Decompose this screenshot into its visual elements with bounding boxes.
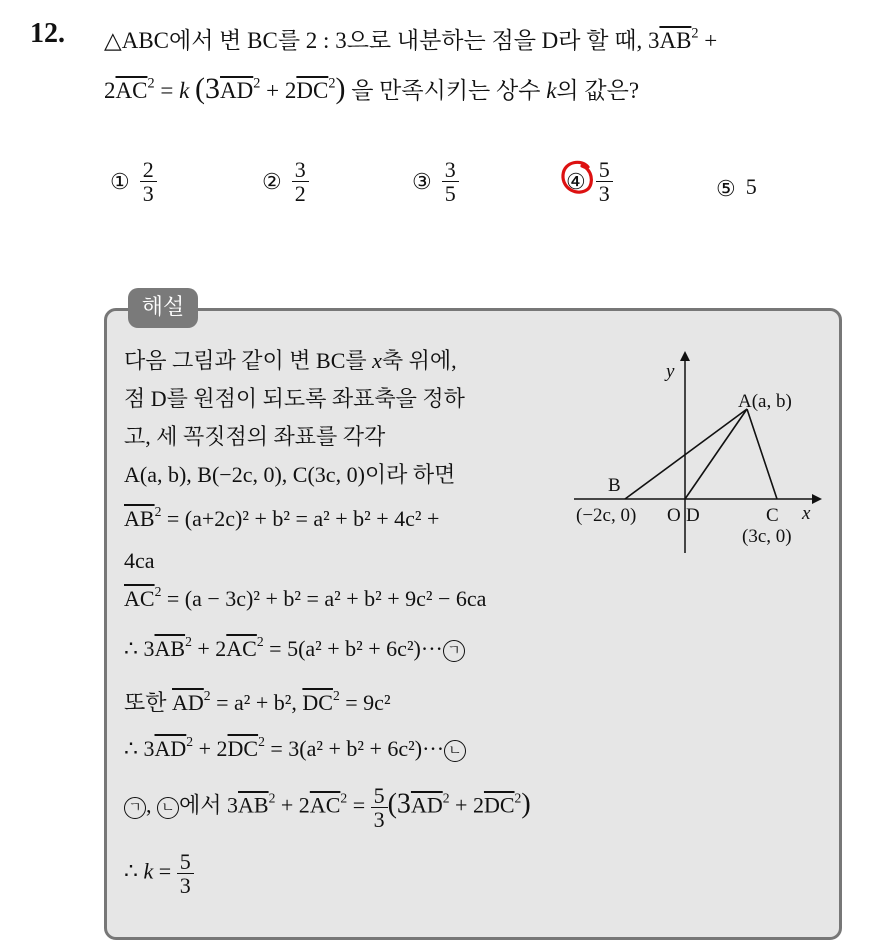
- solution-line-ab-cont: 4ca: [124, 548, 155, 573]
- point-c-coord: (3c, 0): [742, 526, 792, 547]
- y-axis-arrow: [680, 351, 690, 361]
- segment-ab: $\overline{AB}$: [659, 28, 692, 53]
- equals: =: [154, 78, 180, 103]
- plus-two: + 2: [260, 78, 297, 103]
- solution-line-ab: $\overline{AB}^2 = (a+2c)^2 + b^2 = a^2 + b^2 + 4c^2$ +: [124, 503, 440, 531]
- exponent: 2: [328, 75, 336, 92]
- exponent: 2: [253, 75, 261, 92]
- choice-3[interactable]: [412, 158, 459, 205]
- solution-line-ac: $\overline{AC}^2 = (a - 3c)^2 + b^2 = a^2 + b^2 + 9c^2 - 6ca$: [124, 583, 487, 611]
- choice-fraction: $\frac{3}{2}$: [292, 158, 309, 205]
- solution-line-8: 또한 $\overline{AD}^2 = a^2 + b^2$, $\overline{DC}^2 = 9c^2$: [124, 687, 391, 715]
- choice-number: ①: [110, 168, 130, 194]
- choice-number: ③: [412, 168, 432, 194]
- solution-line-3: 고, 세 꼭짓점의 좌표를 각각: [124, 424, 386, 449]
- solution-tab: 해설: [128, 288, 198, 328]
- solution-line-9: ∴ $3\overline{AD}^2 + 2\overline{DC}^2 = 3(a^2 + b^2 + 6c^2)\cdot\cdot\cdot$ ㄴ: [124, 736, 466, 762]
- question-text-2: 을 만족시키는 상수: [345, 78, 547, 103]
- question-line-1: [104, 22, 717, 55]
- paren-close: ): [335, 72, 346, 105]
- coef: 2: [104, 78, 116, 103]
- x-axis-arrow: [812, 494, 822, 504]
- choice-number: ④: [566, 169, 586, 195]
- segment-ca: [747, 409, 777, 499]
- question-number: 12.: [30, 18, 65, 49]
- segment-ac: $\overline{AC}$: [115, 78, 148, 103]
- point-c-label: C: [766, 505, 779, 526]
- marker-giyeok: ㄱ: [443, 640, 465, 662]
- choice-fraction: $\frac{3}{5}$: [442, 158, 459, 205]
- choice-4[interactable]: [566, 158, 613, 205]
- triangle-symbol: △: [104, 28, 122, 53]
- choice-fraction: $\frac{2}{3}$: [140, 158, 157, 205]
- exponent: 2: [147, 75, 155, 92]
- question-line-2: [104, 72, 639, 106]
- paren-open: (3: [195, 72, 221, 105]
- answer-circle-mark: [558, 157, 598, 201]
- point-b-coord: (−2c, 0): [576, 505, 637, 526]
- solution-line-1: 다음 그림과 같이 변 BC를 x축 위에,: [124, 348, 457, 373]
- solution-line-7: ∴ $3\overline{AB}^2 + 2\overline{AC}^2 = 5(a^2 + b^2 + 6c^2)\cdot\cdot\cdot$ ㄱ: [124, 636, 465, 662]
- choice-number: ⑤: [716, 175, 736, 201]
- segment-ba: [625, 409, 747, 499]
- question-text-2-end: 의 값은?: [556, 78, 640, 103]
- solution-line-10: ㄱ , ㄴ 에서 $3\overline{AB}^2 + 2\overline{AC}^2$ = $\frac{5}{3}$ $(3\overline{AD}^2 + 2\overline{DC}^2)$: [124, 784, 531, 831]
- marker-nieun: ㄴ: [444, 740, 466, 762]
- choice-1[interactable]: [110, 158, 157, 205]
- question-text-1: ABC에서 변 BC를 2 : 3으로 내분하는 점을 D라 할 때, 3: [121, 28, 660, 53]
- origin-label: O: [667, 505, 681, 526]
- coordinate-diagram: [570, 345, 830, 560]
- variable-k: k: [546, 78, 557, 103]
- question-text-1-tail: +: [698, 28, 718, 53]
- exponent: 2: [691, 25, 699, 42]
- choice-value: 5: [745, 174, 757, 199]
- solution-line-11: ∴ k = $\frac{5}{3}$: [124, 850, 194, 897]
- variable-k: k: [179, 78, 190, 103]
- point-b-label: B: [608, 475, 621, 496]
- point-a-label: A(a, b): [738, 391, 792, 412]
- segment-dc: $\overline{DC}$: [296, 78, 329, 103]
- solution-line-2: 점 D를 원점이 되도록 좌표축을 정하: [124, 386, 465, 411]
- x-axis-label: x: [802, 503, 811, 524]
- choice-2[interactable]: [262, 158, 309, 205]
- choice-5[interactable]: [716, 174, 757, 202]
- segment-da: [685, 409, 747, 499]
- solution-line-4: A(a, b), B(−2c, 0), C(3c, 0)이라 하면: [124, 462, 456, 487]
- point-d-label: D: [686, 505, 700, 526]
- y-axis-label: y: [666, 361, 675, 382]
- choice-fraction: $\frac{5}{3}$: [596, 158, 613, 205]
- segment-ad: $\overline{AD}$: [220, 78, 254, 103]
- choice-number: ②: [262, 168, 282, 194]
